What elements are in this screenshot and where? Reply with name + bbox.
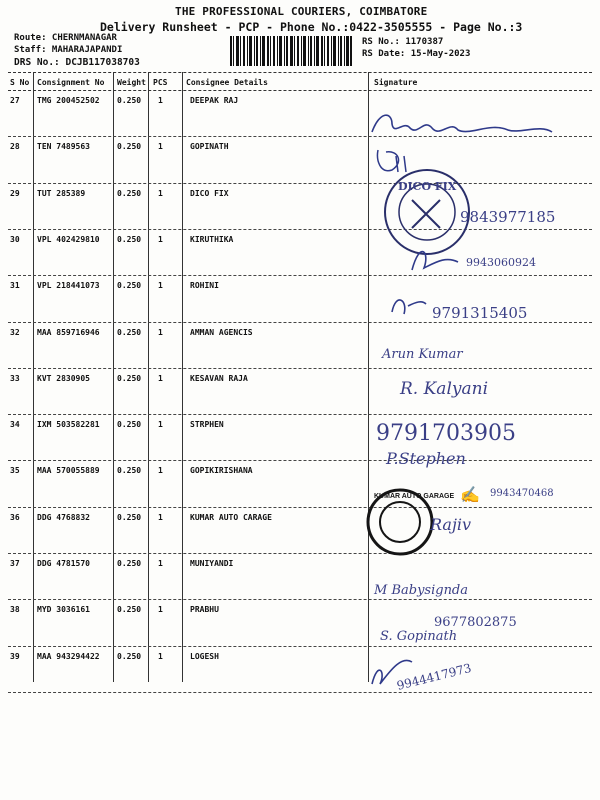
row-serial: 35 bbox=[10, 466, 20, 476]
col-separator bbox=[33, 72, 34, 682]
row-serial: 39 bbox=[10, 651, 20, 661]
row-consignee: LOGESH bbox=[190, 651, 219, 661]
row-separator bbox=[8, 599, 592, 600]
row-consignment-no: TMG 200452502 bbox=[37, 96, 100, 105]
row-consignment-no: DDG 4781570 bbox=[37, 559, 90, 568]
row-separator bbox=[8, 646, 592, 647]
row-weight: 0.250 bbox=[117, 373, 142, 383]
row-serial: 29 bbox=[10, 188, 20, 198]
garage-stamp-text: KUMAR AUTO GARAGE bbox=[374, 493, 455, 500]
row-separator bbox=[8, 692, 592, 693]
row-pcs: 1 bbox=[158, 281, 163, 291]
row-separator bbox=[8, 414, 592, 415]
row-consignee: GOPINATH bbox=[190, 142, 229, 152]
phone-row-30: 9943060924 bbox=[466, 256, 536, 269]
row-pcs: 1 bbox=[158, 327, 163, 337]
garage-stamp bbox=[368, 490, 454, 554]
row-consignee: AMMAN AGENCIS bbox=[190, 327, 253, 337]
row-weight: 0.250 bbox=[117, 281, 142, 291]
row-serial: 30 bbox=[10, 234, 20, 244]
signature-row-39 bbox=[372, 660, 412, 684]
row-weight: 0.250 bbox=[117, 188, 142, 198]
row-pcs: 1 bbox=[158, 96, 163, 105]
rs-number: RS No.: 1170387 bbox=[362, 37, 444, 47]
row-pcs: 1 bbox=[158, 559, 163, 568]
col-separator bbox=[368, 72, 369, 682]
runsheet-title: Delivery Runsheet - PCP - Phone No.:0422-3505555 - Page No.:3 bbox=[100, 20, 523, 34]
row-consignee: STRPHEN bbox=[190, 420, 224, 430]
row-serial: 33 bbox=[10, 373, 20, 383]
row-consignee: KESAVAN RAJA bbox=[190, 373, 248, 383]
row-weight: 0.250 bbox=[117, 651, 142, 661]
barcode bbox=[230, 36, 352, 66]
phone-row-39: 9944417973 bbox=[395, 660, 473, 693]
row-consignee: KIRUTHIKA bbox=[190, 234, 234, 244]
row-separator bbox=[8, 507, 592, 508]
row-serial: 34 bbox=[10, 420, 20, 430]
row-separator bbox=[8, 368, 592, 369]
signature-row-28 bbox=[378, 150, 406, 172]
col-signature: Signature bbox=[374, 78, 418, 87]
signature-row-31 bbox=[392, 300, 426, 314]
row-separator bbox=[8, 275, 592, 276]
row-consignee: MUNIYANDI bbox=[190, 559, 234, 568]
signature-row-36: Rajiv bbox=[430, 515, 472, 534]
row-separator bbox=[8, 136, 592, 137]
row-serial: 36 bbox=[10, 512, 20, 522]
row-separator bbox=[8, 229, 592, 230]
row-consignment-no: TUT 285389 bbox=[37, 188, 86, 198]
row-pcs: 1 bbox=[158, 605, 163, 615]
col-separator bbox=[182, 72, 183, 682]
signature-row-32: Arun Kumar bbox=[382, 347, 463, 362]
row-pcs: 1 bbox=[158, 466, 163, 476]
row-pcs: 1 bbox=[158, 234, 163, 244]
row-consignment-no: TEN 7489563 bbox=[37, 142, 90, 152]
row-consignee: DEEPAK RAJ bbox=[190, 96, 239, 105]
row-consignment-no: MYD 3036161 bbox=[37, 605, 90, 615]
signature-row-35-mark: ✍ bbox=[460, 485, 480, 504]
row-pcs: 1 bbox=[158, 373, 163, 383]
row-weight: 0.250 bbox=[117, 234, 142, 244]
row-consignee: GOPIKIRISHANA bbox=[190, 466, 253, 476]
route-label: Route: CHERNMANAGAR bbox=[14, 33, 117, 43]
row-consignee: KUMAR AUTO CARAGE bbox=[190, 512, 272, 522]
row-consignment-no: VPL 402429810 bbox=[37, 234, 100, 244]
staff-label: Staff: MAHARAJAPANDI bbox=[14, 45, 123, 55]
phone-row-35: 9943470468 bbox=[490, 488, 554, 499]
row-pcs: 1 bbox=[158, 420, 163, 430]
dico-stamp-text: DICO FIX bbox=[398, 180, 457, 193]
row-serial: 28 bbox=[10, 142, 20, 152]
col-separator bbox=[113, 72, 114, 682]
row-weight: 0.250 bbox=[117, 420, 142, 430]
col-sno: S No bbox=[10, 78, 30, 87]
row-consignment-no: MAA 859716946 bbox=[37, 327, 100, 337]
row-consignee: DICO FIX bbox=[190, 188, 229, 198]
signature-row-34: P.Stephen bbox=[386, 449, 466, 468]
row-consignment-no: KVT 2830905 bbox=[37, 373, 90, 383]
row-weight: 0.250 bbox=[117, 96, 142, 105]
row-pcs: 1 bbox=[158, 188, 163, 198]
row-consignment-no: IXM 503582281 bbox=[37, 420, 100, 430]
row-separator bbox=[8, 183, 592, 184]
drs-label: DRS No.: DCJB117038703 bbox=[14, 57, 140, 68]
row-serial: 27 bbox=[10, 96, 20, 105]
row-weight: 0.250 bbox=[117, 512, 142, 522]
row-consignee: ROHINI bbox=[190, 281, 219, 291]
row-serial: 32 bbox=[10, 327, 20, 337]
row-weight: 0.250 bbox=[117, 559, 142, 568]
row-consignee: PRABHU bbox=[190, 605, 219, 615]
row-serial: 37 bbox=[10, 559, 20, 568]
row-consignment-no: VPL 218441073 bbox=[37, 281, 100, 291]
phone-row-29: 9843977185 bbox=[460, 208, 556, 226]
row-serial: 38 bbox=[10, 605, 20, 615]
phone-row-31: 9791315405 bbox=[432, 304, 528, 322]
company-title: THE PROFESSIONAL COURIERS, COIMBATORE bbox=[175, 5, 428, 18]
signature-row-38: S. Gopinath bbox=[380, 629, 458, 644]
row-consignment-no: DDG 4768832 bbox=[37, 512, 90, 522]
row-weight: 0.250 bbox=[117, 327, 142, 337]
phone-row-38: 9677802875 bbox=[434, 615, 517, 630]
row-separator bbox=[8, 322, 592, 323]
rs-date: RS Date: 15-May-2023 bbox=[362, 49, 471, 59]
phone-row-34: 9791703905 bbox=[376, 421, 516, 446]
signature-row-30 bbox=[412, 252, 458, 270]
header-top-rule bbox=[8, 72, 592, 73]
col-consignment: Consignment No bbox=[37, 78, 105, 87]
col-weight: Weight bbox=[117, 78, 146, 87]
row-consignment-no: MAA 943294422 bbox=[37, 651, 100, 661]
row-pcs: 1 bbox=[158, 142, 163, 152]
row-serial: 31 bbox=[10, 281, 20, 291]
col-consignee: Consignee Details bbox=[186, 78, 268, 87]
col-pcs: PCS bbox=[153, 78, 168, 87]
row-pcs: 1 bbox=[158, 651, 163, 661]
row-weight: 0.250 bbox=[117, 466, 142, 476]
row-weight: 0.250 bbox=[117, 142, 142, 152]
signature-row-37: M Babysignda bbox=[374, 583, 469, 598]
row-weight: 0.250 bbox=[117, 605, 142, 615]
col-separator bbox=[148, 72, 149, 682]
row-consignment-no: MAA 570055889 bbox=[37, 466, 100, 476]
row-pcs: 1 bbox=[158, 512, 163, 522]
row-separator bbox=[8, 553, 592, 554]
row-separator bbox=[8, 460, 592, 461]
signature-row-33: R. Kalyani bbox=[400, 379, 489, 399]
header-bottom-rule bbox=[8, 90, 592, 91]
signature-row-27 bbox=[372, 115, 552, 132]
